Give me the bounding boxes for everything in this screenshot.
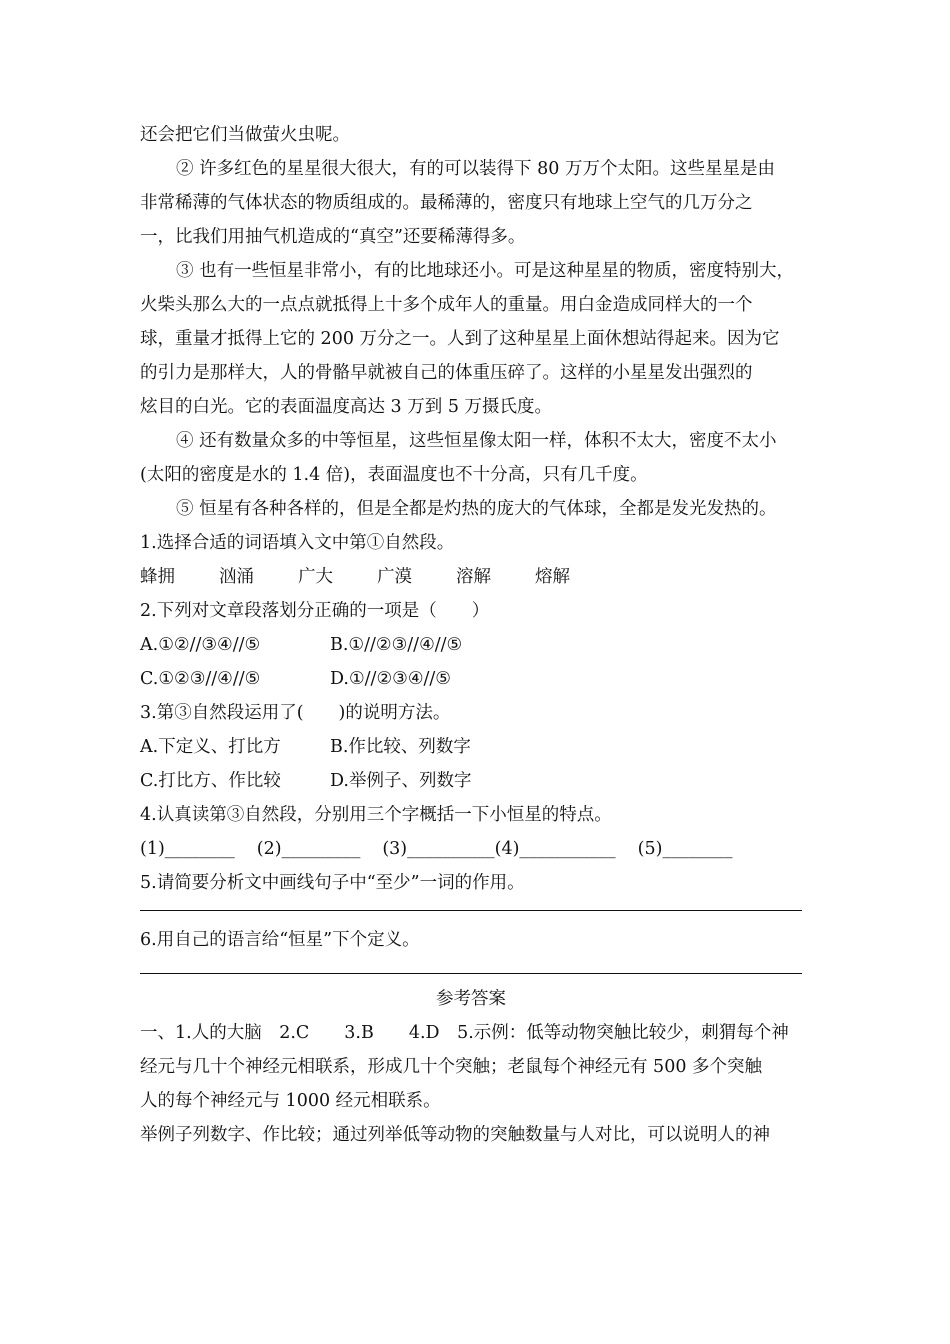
q3-options-row-2 — [140, 764, 820, 798]
word-choice: 广大 — [298, 567, 333, 587]
paragraph-5: ⑤ 恒星有各种各样的，但是全都是灼热的庞大的气体球，全都是发光发热的。 — [176, 499, 777, 519]
word-choice: 溶解 — [456, 567, 491, 587]
question-6: 6.用自己的语言给“恒星”下个定义。 — [140, 930, 420, 950]
passage-line: 还会把它们当做萤火虫呢。 — [140, 125, 350, 145]
answer-blank: (5)________ — [637, 839, 733, 859]
paragraph-2 — [140, 152, 820, 254]
answer-line-text: 举例子列数字、作比较；通过列举低等动物的突触数量与人对比，可以说明人的神 — [140, 1125, 770, 1145]
answer-blank: (2)_________ — [256, 839, 361, 859]
passage-line: 的引力是那样大，人的骨骼早就被自己的体重压碎了。这样的小星星发出强烈的 — [140, 363, 753, 383]
passage-line: ④ 还有数量众多的中等恒星，这些恒星像太阳一样，体积不太大，密度不太小 — [176, 431, 777, 451]
option-d: D.举例子、列数字 — [330, 771, 472, 791]
passage-line: 火柴头那么大的一点点就抵得上十多个成年人的重量。用白金造成同样大的一个 — [140, 295, 753, 315]
passage-line: 炫目的白光。它的表面温度高达 3 万到 5 万摄氏度。 — [140, 397, 553, 417]
option-b: B.①//②③//④//⑤ — [330, 635, 463, 655]
q2-options-row-1 — [140, 628, 820, 662]
answer-blank: (3)__________(4)___________ — [382, 839, 616, 859]
question-1: 1.选择合适的词语填入文中第①自然段。 — [140, 533, 455, 553]
answer-line — [140, 910, 802, 911]
paragraph-4 — [140, 424, 820, 492]
option-d: D.①//②③④//⑤ — [330, 669, 451, 689]
answers-title: 参考答案 — [436, 989, 506, 1009]
document-page — [140, 118, 820, 1152]
passage-line: 球，重量才抵得上它的 200 万分之一。人到了这种星星上面休想站得起来。因为它 — [140, 329, 780, 349]
question-4: 4.认真读第③自然段，分别用三个字概括一下小恒星的特点。 — [140, 805, 612, 825]
paragraph-3 — [140, 254, 820, 424]
answer-line — [140, 973, 802, 974]
answer-line-text: 人的每个神经元与 1000 经元相联系。 — [140, 1091, 441, 1111]
passage-line: 一，比我们用抽气机造成的“真空”还要稀薄得多。 — [140, 227, 526, 247]
question-3: 3.第③自然段运用了( )的说明方法。 — [140, 703, 451, 723]
word-choice: 汹涌 — [219, 567, 254, 587]
q3-options-row-1 — [140, 730, 820, 764]
question-2: 2.下列对文章段落划分正确的一项是（ ） — [140, 601, 490, 621]
passage-line: 非常稀薄的气体状态的物质组成的。最稀薄的，密度只有地球上空气的几万分之 — [140, 193, 753, 213]
option-b: B.作比较、列数字 — [330, 737, 471, 757]
passage-line: ② 许多红色的星星很大很大，有的可以装得下 80 万万个太阳。这些星星是由 — [176, 159, 775, 179]
answer-line-text: 经元与几十个神经元相联系，形成几十个突触；老鼠每个神经元有 500 多个突触 — [140, 1057, 763, 1077]
option-a: A.下定义、打比方 — [140, 737, 281, 757]
passage-line: ③ 也有一些恒星非常小，有的比地球还小。可是这种星星的物质，密度特别大， — [176, 261, 795, 281]
word-choice: 广漠 — [377, 567, 412, 587]
option-c: C.①②③//④//⑤ — [140, 669, 261, 689]
option-c: C.打比方、作比较 — [140, 771, 281, 791]
question-5: 5.请简要分析文中画线句子中“至少”一词的作用。 — [140, 873, 525, 893]
option-a: A.①②//③④//⑤ — [140, 635, 261, 655]
word-choice: 蜂拥 — [140, 567, 175, 587]
answer-line-text: 一、1.人的大脑 2.C 3.B 4.D 5.示例：低等动物突触比较少，刺猬每个神 — [140, 1023, 789, 1043]
passage-line: (太阳的密度是水的 1.4 倍)，表面温度也不十分高，只有几千度。 — [140, 465, 648, 485]
answer-blank: (1)________ — [140, 839, 235, 859]
q4-answer-blanks — [140, 832, 820, 866]
word-choices — [140, 560, 820, 594]
word-choice: 熔解 — [535, 567, 570, 587]
q2-options-row-2 — [140, 662, 820, 696]
